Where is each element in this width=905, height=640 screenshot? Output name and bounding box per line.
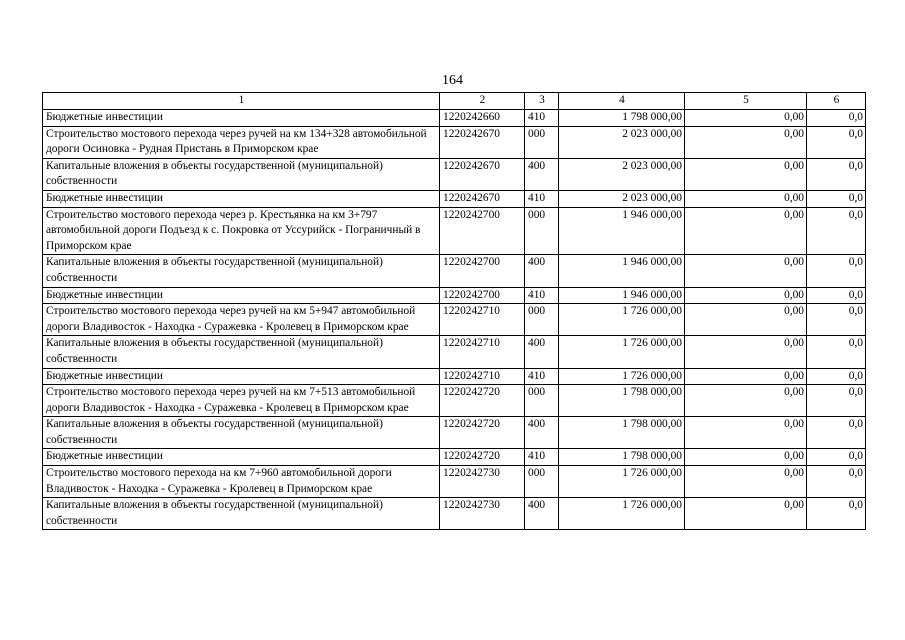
target-code-cell: 1220242720 (440, 417, 525, 449)
target-code-cell: 1220242670 (440, 126, 525, 158)
table-row (43, 449, 866, 466)
budget-table (42, 92, 866, 530)
target-code-cell: 1220242710 (440, 336, 525, 368)
target-code-cell: 1220242730 (440, 466, 525, 498)
expense-type-cell: 410 (525, 368, 559, 385)
item-name-cell: Строительство мостового перехода через ручей на км 134+328 автомобильной дороги Осиновка - Рудная Пристань в Приморском крае (43, 126, 440, 158)
item-name-cell: Строительство мостового перехода через р. Крестьянка на км 3+797 автомобильной дороги Подъезд к с. Покровка от Уссурийск - Пограничный в Приморском крае (43, 207, 440, 255)
item-name-cell: Капитальные вложения в объекты государственной (муниципальной) собственности (43, 255, 440, 287)
amount-cell: 1 726 000,00 (559, 336, 685, 368)
amount-cell: 0,0 (807, 498, 866, 530)
target-code-cell: 1220242670 (440, 158, 525, 190)
column-header: 5 (685, 93, 807, 110)
amount-cell: 0,0 (807, 449, 866, 466)
amount-cell: 0,00 (685, 498, 807, 530)
target-code-cell: 1220242670 (440, 190, 525, 207)
amount-cell: 0,0 (807, 207, 866, 255)
table-row (43, 417, 866, 449)
column-header: 6 (807, 93, 866, 110)
table-row (43, 466, 866, 498)
target-code-cell: 1220242700 (440, 255, 525, 287)
amount-cell: 0,0 (807, 385, 866, 417)
amount-cell: 1 798 000,00 (559, 385, 685, 417)
table-row (43, 368, 866, 385)
amount-cell: 0,0 (807, 466, 866, 498)
expense-type-cell: 000 (525, 304, 559, 336)
expense-type-cell: 400 (525, 417, 559, 449)
item-name-cell: Строительство мостового перехода через ручей на км 5+947 автомобильной дороги Владивосток - Находка - Суражевка - Кролевец в Приморском крае (43, 304, 440, 336)
table-body (43, 110, 866, 530)
amount-cell: 0,00 (685, 304, 807, 336)
amount-cell: 0,0 (807, 110, 866, 127)
table-row (43, 498, 866, 530)
table-header-row (43, 93, 866, 110)
amount-cell: 0,00 (685, 336, 807, 368)
amount-cell: 1 726 000,00 (559, 304, 685, 336)
amount-cell: 0,0 (807, 190, 866, 207)
expense-type-cell: 400 (525, 255, 559, 287)
target-code-cell: 1220242730 (440, 498, 525, 530)
target-code-cell: 1220242710 (440, 304, 525, 336)
amount-cell: 0,0 (807, 368, 866, 385)
item-name-cell: Бюджетные инвестиции (43, 110, 440, 127)
column-header: 4 (559, 93, 685, 110)
amount-cell: 0,00 (685, 110, 807, 127)
amount-cell: 0,00 (685, 466, 807, 498)
amount-cell: 1 798 000,00 (559, 449, 685, 466)
amount-cell: 2 023 000,00 (559, 126, 685, 158)
expense-type-cell: 000 (525, 385, 559, 417)
amount-cell: 0,00 (685, 255, 807, 287)
amount-cell: 0,00 (685, 207, 807, 255)
column-header: 2 (440, 93, 525, 110)
target-code-cell: 1220242720 (440, 449, 525, 466)
column-header: 1 (43, 93, 440, 110)
table-row (43, 336, 866, 368)
expense-type-cell: 000 (525, 466, 559, 498)
item-name-cell: Капитальные вложения в объекты государственной (муниципальной) собственности (43, 498, 440, 530)
amount-cell: 1 798 000,00 (559, 110, 685, 127)
amount-cell: 0,00 (685, 190, 807, 207)
table-row (43, 287, 866, 304)
amount-cell: 1 946 000,00 (559, 287, 685, 304)
target-code-cell: 1220242700 (440, 287, 525, 304)
amount-cell: 0,00 (685, 368, 807, 385)
item-name-cell: Капитальные вложения в объекты государственной (муниципальной) собственности (43, 336, 440, 368)
amount-cell: 0,0 (807, 255, 866, 287)
table-row (43, 255, 866, 287)
expense-type-cell: 410 (525, 110, 559, 127)
amount-cell: 1 798 000,00 (559, 417, 685, 449)
item-name-cell: Строительство мостового перехода через ручей на км 7+513 автомобильной дороги Владивосток - Находка - Суражевка - Кролевец в Приморском крае (43, 385, 440, 417)
amount-cell: 0,0 (807, 417, 866, 449)
table-row (43, 158, 866, 190)
expense-type-cell: 400 (525, 158, 559, 190)
target-code-cell: 1220242660 (440, 110, 525, 127)
table-row (43, 190, 866, 207)
page-number: 164 (442, 73, 463, 88)
item-name-cell: Капитальные вложения в объекты государственной (муниципальной) собственности (43, 417, 440, 449)
amount-cell: 0,00 (685, 126, 807, 158)
amount-cell: 1 726 000,00 (559, 466, 685, 498)
amount-cell: 0,0 (807, 287, 866, 304)
column-header: 3 (525, 93, 559, 110)
amount-cell: 1 946 000,00 (559, 255, 685, 287)
item-name-cell: Капитальные вложения в объекты государственной (муниципальной) собственности (43, 158, 440, 190)
item-name-cell: Строительство мостового перехода на км 7+960 автомобильной дороги Владивосток - Находка - Суражевка - Кролевец в Приморском крае (43, 466, 440, 498)
expense-type-cell: 410 (525, 287, 559, 304)
amount-cell: 0,00 (685, 449, 807, 466)
item-name-cell: Бюджетные инвестиции (43, 287, 440, 304)
expense-type-cell: 000 (525, 207, 559, 255)
expense-type-cell: 410 (525, 190, 559, 207)
expense-type-cell: 410 (525, 449, 559, 466)
expense-type-cell: 400 (525, 336, 559, 368)
amount-cell: 0,00 (685, 158, 807, 190)
expense-type-cell: 400 (525, 498, 559, 530)
amount-cell: 0,00 (685, 417, 807, 449)
table-row (43, 207, 866, 255)
amount-cell: 2 023 000,00 (559, 190, 685, 207)
target-code-cell: 1220242720 (440, 385, 525, 417)
item-name-cell: Бюджетные инвестиции (43, 449, 440, 466)
table-row (43, 126, 866, 158)
item-name-cell: Бюджетные инвестиции (43, 368, 440, 385)
amount-cell: 0,00 (685, 385, 807, 417)
target-code-cell: 1220242710 (440, 368, 525, 385)
expense-type-cell: 000 (525, 126, 559, 158)
target-code-cell: 1220242700 (440, 207, 525, 255)
amount-cell: 1 946 000,00 (559, 207, 685, 255)
amount-cell: 1 726 000,00 (559, 368, 685, 385)
table-row (43, 304, 866, 336)
item-name-cell: Бюджетные инвестиции (43, 190, 440, 207)
amount-cell: 0,0 (807, 336, 866, 368)
table-row (43, 110, 866, 127)
amount-cell: 0,0 (807, 304, 866, 336)
table-row (43, 385, 866, 417)
amount-cell: 2 023 000,00 (559, 158, 685, 190)
amount-cell: 0,0 (807, 158, 866, 190)
amount-cell: 0,0 (807, 126, 866, 158)
amount-cell: 0,00 (685, 287, 807, 304)
amount-cell: 1 726 000,00 (559, 498, 685, 530)
